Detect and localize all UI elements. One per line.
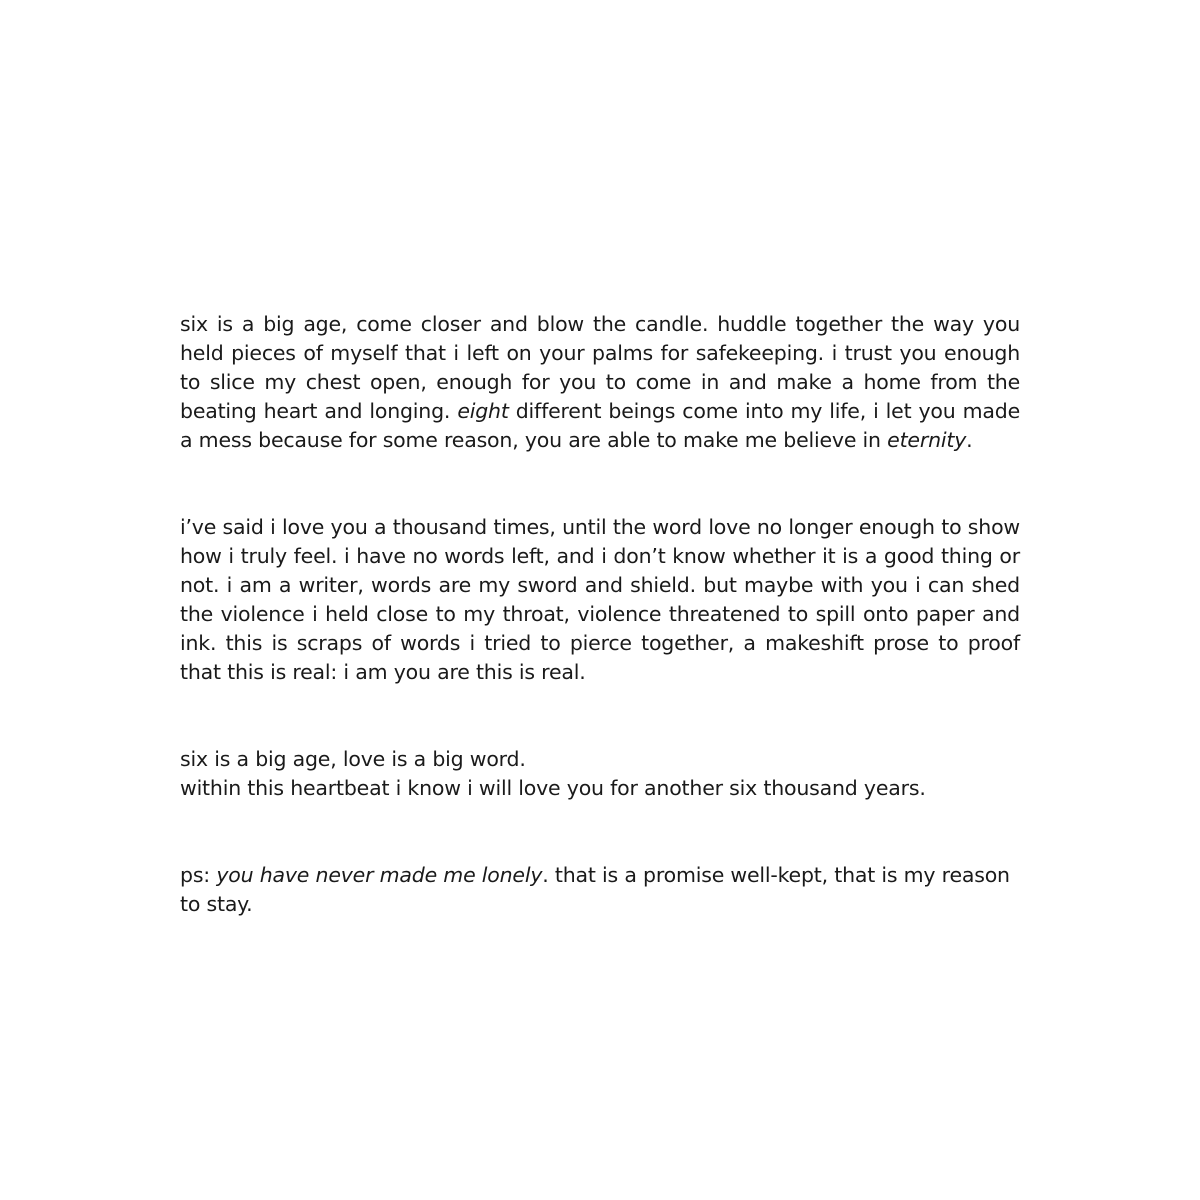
postscript-italic: you have never made me lonely <box>216 863 543 887</box>
paragraph-3 <box>180 745 1020 803</box>
paragraph-2: i’ve said i love you a thousand times, until the word love no longer enough to show how i truly feel. i have no words left, and i don’t know whether it is a good thing or not. i am a writer, words are my sword and shield. but maybe with you i can shed the violence i held close to my throat, violence threatened to spill onto paper and ink. this is scraps of words i tried to pierce together, a makeshift prose to proof that this is real: i am you are this is real. <box>180 515 1020 684</box>
paragraph-1 <box>180 310 1020 455</box>
paragraph-1-text-c: different beings come into my life, i let you made a mess because for some reason, you are able to make me believe in <box>180 399 1020 452</box>
paragraph-3-line-1: six is a big age, love is a big word. <box>180 747 526 771</box>
paragraph-1-italic-eternity: eternity <box>887 428 967 452</box>
postscript <box>180 861 1020 919</box>
postscript-rest: . that is a promise well-kept, that is my reason to stay. <box>180 863 1010 916</box>
paragraph-1-italic-eight: eight <box>457 399 509 423</box>
paragraph-3-line-2: within this heartbeat i know i will love you for another six thousand years. <box>180 776 926 800</box>
paragraph-1-text-e: . <box>966 428 973 452</box>
poem-page <box>180 310 1020 919</box>
postscript-prefix: ps: <box>180 863 217 887</box>
paragraph-1-text-a: six is a big age, come closer and blow the candle. huddle together the way you held pieces of myself that i left on your palms for safekeeping. i trust you enough to slice my chest open, enough for you to come in and make a home from the beating heart and longing. <box>180 312 1020 423</box>
